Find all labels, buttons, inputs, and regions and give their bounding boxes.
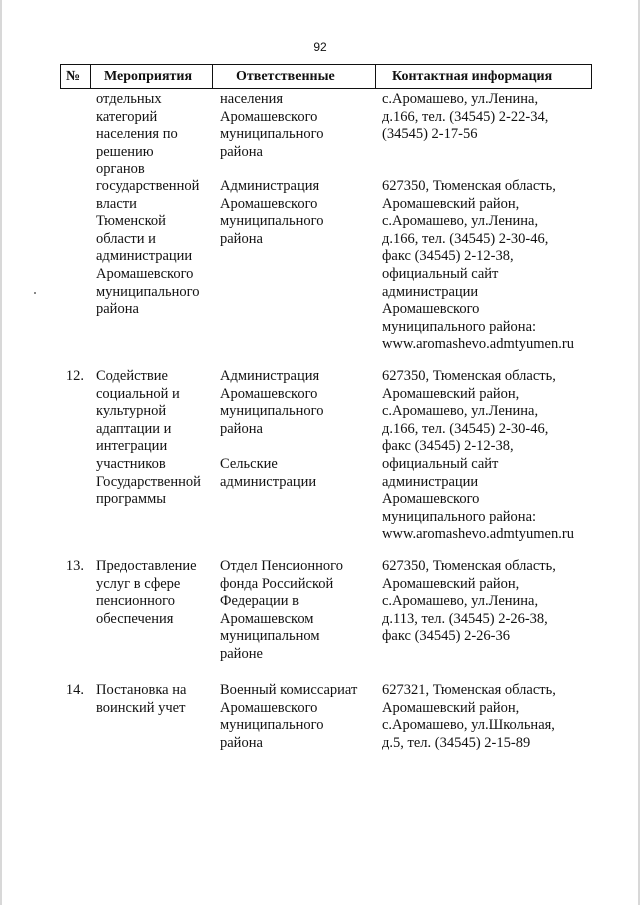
- row-0-event: отдельных категорий населения по решению органов: [96, 91, 178, 178]
- row-1-responsible: Администрация Аромашевского муниципального района: [220, 178, 324, 247]
- table-header-separator-1: [90, 64, 91, 89]
- row-12-contact: 627350, Тюменская область, Аромашевский район, с.Аромашево, ул.Ленина, д.166, тел. (34545) 2-30-46, факс (34545) 2-12-38, официальный сайт администрации Аромашевского муниципального района: www.aromashevo.admtyumen.ru: [382, 368, 574, 543]
- row-12-responsible: Администрация Аромашевского муниципального района Сельские администрации: [220, 368, 324, 490]
- header-contact: Контактная информация: [392, 69, 553, 84]
- table-header-top-rule: [60, 64, 592, 65]
- table-header-separator-2: [212, 64, 213, 89]
- table-header-border-left: [60, 64, 61, 89]
- row-13-contact: 627350, Тюменская область, Аромашевский район, с.Аромашево, ул.Ленина, д.113, тел. (34545) 2-26-38, факс (34545) 2-26-36: [382, 558, 556, 645]
- header-responsible: Ответственные: [236, 69, 335, 84]
- row-14-num: 14.: [65, 682, 84, 698]
- table-header-separator-3: [375, 64, 376, 89]
- row-13-event: Предоставление услуг в сфере пенсионного обеспечения: [96, 558, 197, 627]
- table-header-bottom-rule: [60, 88, 592, 89]
- row-0-responsible: населения Аромашевского муниципального района: [220, 91, 324, 160]
- row-1-contact: 627350, Тюменская область, Аромашевский район, с.Аромашево, ул.Ленина, д.166, тел. (34545) 2-30-46, факс (34545) 2-12-38, официальный сайт администрации Аромашевского муниципального района: www.aromashevo.admtyumen.ru: [382, 178, 574, 353]
- table-header-border-right: [591, 64, 592, 89]
- row-14-responsible: Военный комиссариат Аромашевского муниципального района: [220, 682, 358, 751]
- row-13-responsible: Отдел Пенсионного фонда Российской Федерации в Аромашевском муниципальном районе: [220, 558, 344, 662]
- header-events: Мероприятия: [104, 69, 193, 84]
- page-number: 92: [313, 40, 327, 54]
- row-12-num: 12.: [65, 368, 84, 384]
- row-14-event: Постановка на воинский учет: [96, 682, 187, 716]
- row-14-contact: 627321, Тюменская область, Аромашевский район, с.Аромашево, ул.Школьная, д.5, тел. (34545) 2-15-89: [382, 682, 556, 751]
- row-12-event: Содействие социальной и культурной адаптации и интеграции участников Государственной программы: [96, 368, 201, 508]
- row-13-num: 13.: [65, 558, 84, 574]
- header-num: №: [66, 69, 81, 84]
- row-0-contact: с.Аромашево, ул.Ленина, д.166, тел. (34545) 2-22-34, (34545) 2-17-56: [382, 91, 549, 143]
- scan-speck: [34, 292, 36, 294]
- row-1-event: государственной власти Тюменской области и администрации Аромашевского муниципального района: [96, 178, 200, 318]
- page-edge-left: [0, 0, 2, 905]
